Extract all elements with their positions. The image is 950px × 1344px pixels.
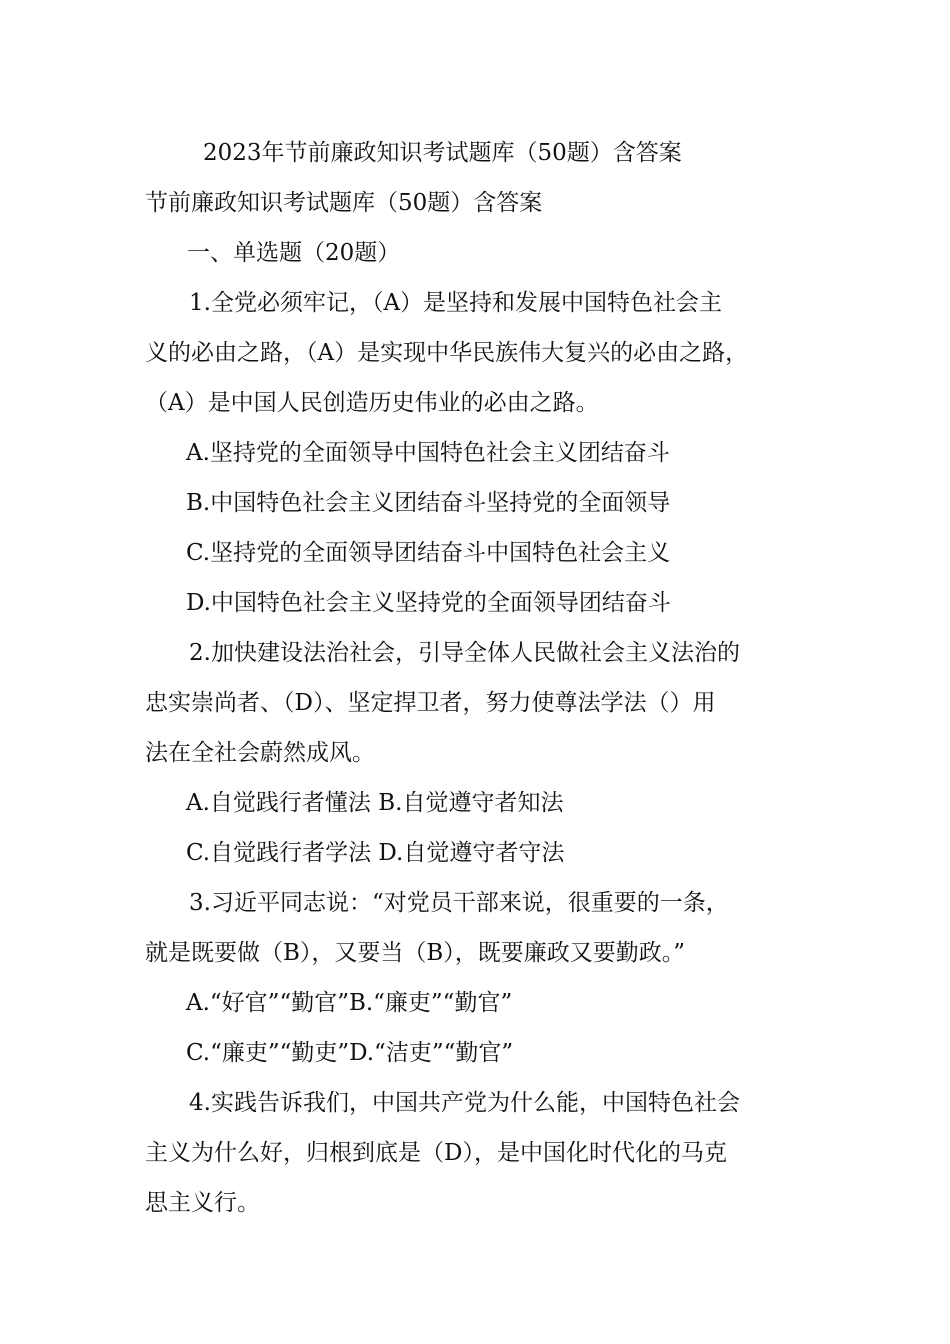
question-3-options-ab: A.“好官”“勤官”B.“廉吏”“勤官”	[186, 990, 513, 1016]
question-4-line-2: 主义为什么好，归根到底是（D），是中国化时代化的马克	[145, 1140, 727, 1166]
question-3-line-1: 3.习近平同志说：“对党员干部来说，很重要的一条，	[189, 890, 729, 916]
document-body	[145, 128, 810, 1228]
question-2-options-cd: C.自觉践行者学法 D.自觉遵守者守法	[186, 840, 565, 866]
question-1-option-d: D.中国特色社会主义坚持党的全面领导团结奋斗	[186, 590, 671, 616]
question-2-line-3: 法在全社会蔚然成风。	[145, 740, 375, 766]
question-1-option-c: C.坚持党的全面领导团结奋斗中国特色社会主义	[186, 540, 671, 566]
question-4-line-1: 4.实践告诉我们，中国共产党为什么能，中国特色社会	[189, 1090, 740, 1116]
question-3-options-cd: C.“廉吏”“勤吏”D.“洁吏”“勤官”	[186, 1040, 514, 1066]
question-3-line-2: 就是既要做（B），又要当（B），既要廉政又要勤政。”	[145, 940, 686, 966]
question-1-option-a: A.坚持党的全面领导中国特色社会主义团结奋斗	[186, 440, 670, 466]
question-2-options-ab: A.自觉践行者懂法 B.自觉遵守者知法	[186, 790, 564, 816]
question-4-line-3: 思主义行。	[145, 1190, 260, 1216]
question-2-line-1: 2.加快建设法治社会，引导全体人民做社会主义法治的	[189, 640, 740, 666]
section-heading: 一、单选题（20题）	[187, 240, 401, 266]
question-1-line-1: 1.全党必须牢记，（A）是坚持和发展中国特色社会主	[189, 290, 723, 316]
question-1-option-b: B.中国特色社会主义团结奋斗坚持党的全面领导	[186, 490, 671, 516]
document-subtitle: 节前廉政知识考试题库（50题）含答案	[145, 190, 543, 216]
question-1-line-2: 义的必由之路，（A）是实现中华民族伟大复兴的必由之路，	[145, 340, 749, 366]
question-1-line-3: （A）是中国人民创造历史伟业的必由之路。	[145, 390, 599, 416]
document-title: 2023年节前廉政知识考试题库（50题）含答案	[203, 140, 682, 166]
question-2-line-2: 忠实崇尚者、（D）、坚定捍卫者，努力使尊法学法（）用	[145, 690, 716, 716]
